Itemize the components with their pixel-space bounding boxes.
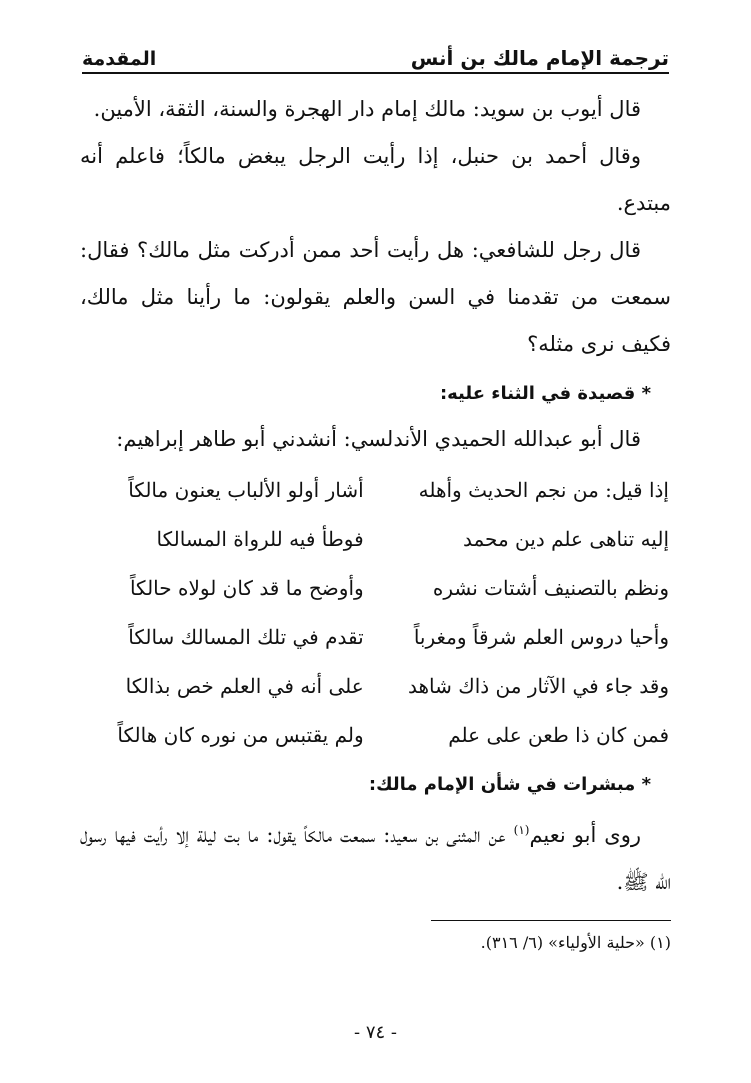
- verse-first-hemistich: إليه تناهى علم دين محمد: [463, 526, 669, 551]
- section-heading: * مبشرات في شأن الإمام مالك:: [368, 774, 651, 795]
- page-body: [80, 86, 671, 957]
- verse: [80, 563, 671, 612]
- poem-intro: قال أبو عبدالله الحميدي الأندلسي: أنشدني أبو طاهر إبراهيم:: [116, 427, 641, 451]
- closing-text-end: عن المثنى بن سعيد: سمعت مالكاً يقول: ما بت ليلة إلا رأيت فيها رسول الله ﷺ.: [80, 823, 671, 894]
- footnote: (١) «حلية الأولياء» (٦/ ٣١٦).: [480, 933, 671, 952]
- verse-second-hemistich: ولم يقتبس من نوره كان هالكاً: [117, 722, 364, 747]
- running-header: [82, 38, 669, 74]
- book-title: ترجمة الإمام مالك بن أنس: [410, 46, 669, 70]
- verse-second-hemistich: أشار أولو الألباب يعنون مالكاً: [128, 477, 364, 502]
- verse-second-hemistich: تقدم في تلك المسالك سالكاً: [128, 624, 364, 649]
- paragraph: قال رجل للشافعي: هل رأيت أحد ممن أدركت مثل مالك؟ فقال: سمعت من تقدمنا في السن والعلم يقولون: ما رأينا مثل مالك، فكيف نرى مثله؟: [80, 238, 671, 356]
- paragraph: [80, 807, 671, 906]
- verse-first-hemistich: إذا قيل: من نجم الحديث وأهله: [418, 477, 669, 502]
- verse: [80, 465, 671, 514]
- verse-second-hemistich: فوطأ فيه للرواة المسالكا: [156, 526, 364, 551]
- verse-first-hemistich: فمن كان ذا طعن على علم: [448, 722, 669, 747]
- verse-second-hemistich: وأوضح ما قد كان لولاه حالكاً: [129, 575, 364, 600]
- verse-first-hemistich: وقد جاء في الآثار من ذاك شاهد: [407, 673, 669, 698]
- verse: [80, 661, 671, 710]
- footnote-reference: (١): [513, 823, 530, 837]
- poem: [80, 465, 671, 759]
- closing-text-start: روى أبو نعيم: [529, 823, 642, 847]
- verse-second-hemistich: على أنه في العلم خص بذالكا: [125, 673, 364, 698]
- verse-first-hemistich: وأحيا دروس العلم شرقاً ومغرباً: [413, 624, 669, 649]
- paragraph: وقال أحمد بن حنبل، إذا رأيت الرجل يبغض مالكاً؛ فاعلم أنه مبتدع.: [80, 144, 671, 215]
- paragraph: قال أيوب بن سويد: مالك إمام دار الهجرة والسنة، الثقة، الأمين.: [93, 97, 641, 121]
- footnote-separator: [431, 920, 671, 921]
- verse: [80, 710, 671, 759]
- page-number: - ٧٤ -: [354, 1022, 397, 1043]
- section-heading: * قصيدة في الثناء عليه:: [439, 383, 651, 404]
- verse: [80, 612, 671, 661]
- verse-first-hemistich: ونظم بالتصنيف أشتات نشره: [432, 575, 669, 600]
- verse: [80, 514, 671, 563]
- section-title: المقدمة: [82, 48, 157, 70]
